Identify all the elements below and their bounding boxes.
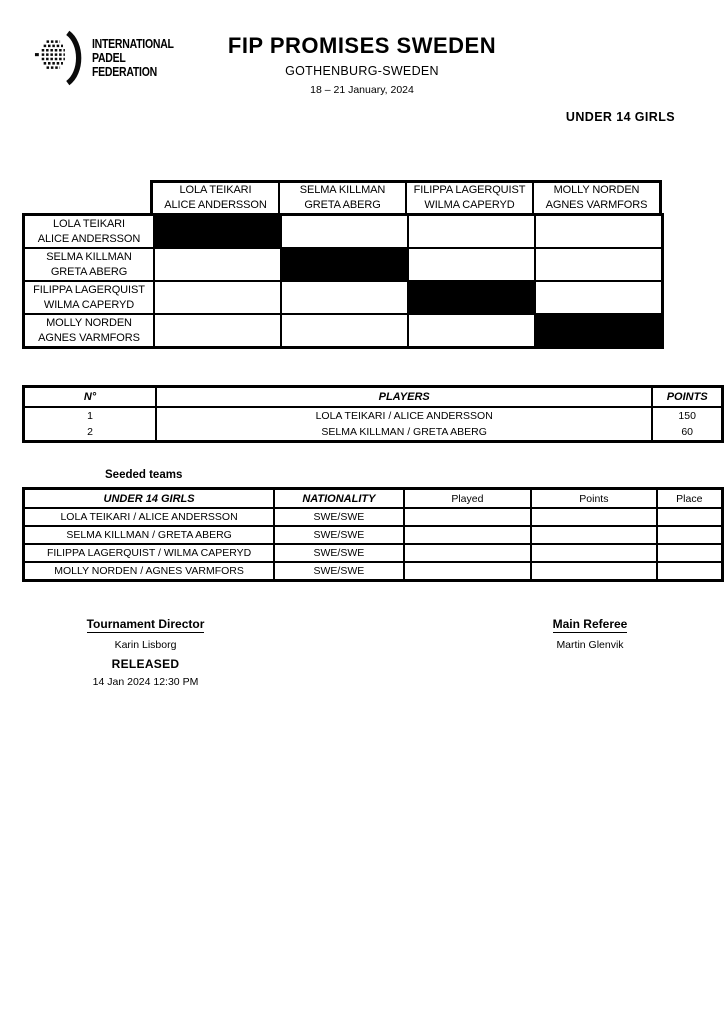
- team-name-line2: GRETA ABERG: [50, 265, 128, 278]
- page-title: FIP PROMISES SWEDEN: [227, 33, 497, 58]
- seeded-header-category: UNDER 14 GIRLS: [24, 489, 275, 509]
- team-name-line2: WILMA CAPERYD: [424, 199, 515, 211]
- matrix-diagonal-cell: [281, 248, 408, 281]
- released-status: RELEASED: [111, 657, 180, 671]
- matrix-result-cell: [154, 314, 281, 348]
- matrix-column-header: [279, 182, 406, 215]
- points-table: [22, 385, 724, 443]
- team-name-line1: SELMA KILLMAN: [46, 250, 132, 263]
- matrix-result-cell: [535, 248, 663, 281]
- team-name-line2: ALICE ANDERSSON: [37, 232, 141, 245]
- standings-points: 150: [652, 407, 722, 424]
- team-name-line1: LOLA TEIKARI: [53, 217, 125, 230]
- matrix-row-header: [24, 281, 155, 314]
- matrix-result-cell: [281, 281, 408, 314]
- matrix-result-cell: [154, 248, 281, 281]
- tournament-director-name: Karin Lisborg: [114, 639, 177, 651]
- main-referee-label: Main Referee: [552, 617, 628, 631]
- seeded-teams-label: Seeded teams: [105, 469, 183, 481]
- standings-rank: 2: [24, 424, 156, 442]
- matrix-row-header: [24, 314, 155, 348]
- standings-rank: 1: [24, 407, 156, 424]
- points-table-row: [24, 407, 723, 424]
- event-location: GOTHENBURG-SWEDEN: [285, 64, 439, 78]
- seeded-team: LOLA TEIKARI / ALICE ANDERSSON: [24, 508, 275, 526]
- main-referee-block: [515, 615, 665, 651]
- matrix-header-row: [150, 180, 662, 216]
- seeded-team: FILIPPA LAGERQUIST / WILMA CAPERYD: [24, 544, 275, 562]
- seeded-place: [657, 562, 723, 581]
- seeded-place: [657, 508, 723, 526]
- seeded-nationality: SWE/SWE: [274, 544, 403, 562]
- matrix-row: [24, 215, 663, 249]
- team-name-line1: LOLA TEIKARI: [179, 184, 252, 196]
- team-name-line2: AGNES VARMFORS: [38, 331, 140, 344]
- matrix-diagonal-cell: [535, 314, 663, 348]
- matrix-result-cell: [281, 215, 408, 249]
- matrix-row-header: [24, 248, 155, 281]
- team-name-line1: MOLLY NORDEN: [46, 316, 132, 329]
- matrix-result-cell: [281, 314, 408, 348]
- matrix-result-cell: [408, 248, 535, 281]
- seeded-nationality: SWE/SWE: [274, 508, 403, 526]
- event-dates: 18 – 21 January, 2024: [310, 84, 414, 96]
- seeded-header-points: Points: [531, 489, 656, 509]
- seeded-header-played: Played: [404, 489, 532, 509]
- team-name-line1: MOLLY NORDEN: [553, 184, 640, 196]
- seeded-points: [531, 544, 656, 562]
- team-name-line1: SELMA KILLMAN: [299, 184, 386, 196]
- main-referee-name: Martin Glenvik: [556, 639, 624, 651]
- seeded-place: [657, 526, 723, 544]
- tournament-director-block: [58, 615, 233, 688]
- matrix-result-cell: [535, 281, 663, 314]
- seeded-played: [404, 562, 532, 581]
- team-name-line1: FILIPPA LAGERQUIST: [33, 283, 145, 296]
- seeded-played: [404, 526, 532, 544]
- category-label: UNDER 14 GIRLS: [565, 110, 675, 124]
- matrix-body: [22, 213, 664, 349]
- team-name-line2: WILMA CAPERYD: [43, 298, 135, 311]
- seeded-points: [531, 562, 656, 581]
- seeded-table-row: [24, 508, 723, 526]
- seeded-header-nationality: NATIONALITY: [274, 489, 403, 509]
- logo-line-1: INTERNATIONAL: [92, 37, 174, 51]
- seeded-nationality: SWE/SWE: [274, 562, 403, 581]
- logo-line-3: FEDERATION: [92, 65, 157, 79]
- logo-line-2: PADEL: [92, 51, 126, 65]
- points-header-players: PLAYERS: [156, 387, 652, 408]
- seeded-table-row: [24, 562, 723, 581]
- team-name-line2: ALICE ANDERSSON: [164, 199, 267, 211]
- released-timestamp: 14 Jan 2024 12:30 PM: [92, 676, 199, 688]
- seeded-team: MOLLY NORDEN / AGNES VARMFORS: [24, 562, 275, 581]
- matrix-result-cell: [154, 281, 281, 314]
- seeded-header-place: Place: [657, 489, 723, 509]
- points-table-row: [24, 424, 723, 442]
- seeded-table-row: [24, 526, 723, 544]
- round-robin-matrix: [22, 180, 664, 349]
- seeded-points: [531, 526, 656, 544]
- matrix-row: [24, 281, 663, 314]
- matrix-row: [24, 314, 663, 348]
- seeded-table-header: [24, 489, 723, 509]
- standings-points: 60: [652, 424, 722, 442]
- tournament-director-label: Tournament Director: [86, 617, 205, 631]
- standings-players: SELMA KILLMAN / GRETA ABERG: [156, 424, 652, 442]
- seeded-teams-table: [22, 487, 724, 582]
- matrix-diagonal-cell: [408, 281, 535, 314]
- seeded-points: [531, 508, 656, 526]
- standings-players: LOLA TEIKARI / ALICE ANDERSSON: [156, 407, 652, 424]
- matrix-row: [24, 248, 663, 281]
- matrix-result-cell: [535, 215, 663, 249]
- matrix-result-cell: [408, 215, 535, 249]
- matrix-row-header: [24, 215, 155, 249]
- matrix-column-header: [152, 182, 280, 215]
- seeded-place: [657, 544, 723, 562]
- seeded-played: [404, 508, 532, 526]
- team-name-line1: FILIPPA LAGERQUIST: [413, 184, 526, 196]
- points-header-points: POINTS: [652, 387, 722, 408]
- matrix-column-header: [533, 182, 661, 215]
- matrix-column-header: [406, 182, 533, 215]
- matrix-result-cell: [408, 314, 535, 348]
- team-name-line2: GRETA ABERG: [304, 199, 381, 211]
- points-table-header: [24, 387, 723, 408]
- seeded-played: [404, 544, 532, 562]
- seeded-team: SELMA KILLMAN / GRETA ABERG: [24, 526, 275, 544]
- team-name-line2: AGNES VARMFORS: [545, 199, 648, 211]
- seeded-table-row: [24, 544, 723, 562]
- seeded-nationality: SWE/SWE: [274, 526, 403, 544]
- points-header-num: N°: [24, 387, 156, 408]
- matrix-diagonal-cell: [154, 215, 281, 249]
